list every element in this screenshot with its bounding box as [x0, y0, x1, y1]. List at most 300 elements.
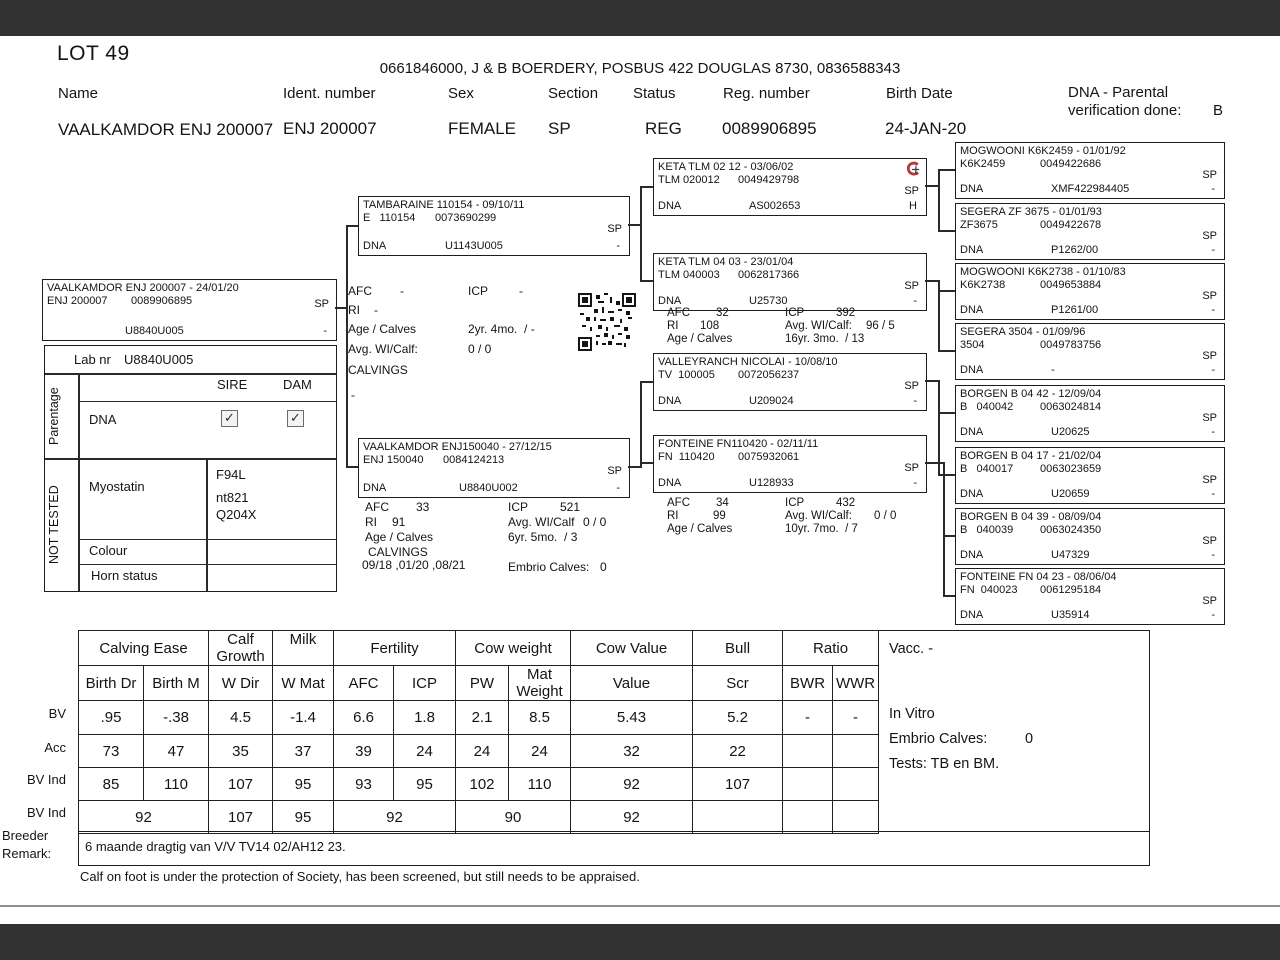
society-footnote: Calf on foot is under the protection of Society, has been screened, but still needs to be appraised.: [80, 869, 640, 884]
pedigree-box-g4-6: [955, 447, 1225, 504]
animal-id: ZF3675: [960, 219, 998, 231]
bvind-cell: 110: [509, 768, 571, 801]
animal-reg: 0075932061: [738, 451, 800, 463]
sex-label: Sex: [448, 85, 474, 102]
status-mark: -: [913, 395, 917, 407]
col-mat-weight: Mat Weight: [509, 666, 571, 701]
col-afc: AFC: [334, 666, 394, 701]
col-value: Value: [571, 666, 693, 701]
name-label: Name: [58, 85, 99, 102]
col-scr: Scr: [693, 666, 783, 701]
animal-reg: 0061295184: [1040, 584, 1102, 596]
dna-verification-value: B: [1213, 102, 1224, 119]
afc-value: -: [400, 284, 404, 298]
bvind-cell: 95: [273, 768, 334, 801]
ri-label: RI: [365, 515, 377, 529]
animal-title: MOGWOONI K6K2459 - 01/01/92: [960, 145, 1126, 157]
bvind-group-cell: [783, 801, 833, 834]
section-code: SP: [904, 462, 919, 474]
animal-id: E 110154: [363, 212, 416, 224]
animal-reg: 0063023659: [1040, 463, 1102, 475]
afc-value: 32: [716, 307, 729, 319]
bv-cell: -1.4: [273, 701, 334, 735]
bv-cell: 6.6: [334, 701, 394, 735]
acc-cell: 47: [144, 735, 209, 768]
pedigree-connector: [943, 462, 945, 597]
bvind-group-cell: 92: [79, 801, 209, 834]
bvind-group-cell: [693, 801, 783, 834]
breeder-contact-line: 0661846000, J & B BOERDERY, POSBUS 422 DOUGLAS 8730, 0836588343: [379, 60, 901, 77]
pedigree-box-dam-dam: [653, 435, 927, 493]
animal-title: SEGERA 3504 - 01/09/96: [960, 326, 1086, 338]
dna-label: DNA: [658, 395, 682, 407]
pedigree-connector: [346, 225, 358, 227]
age-calves-label: Age / Calves: [348, 322, 417, 336]
pedigree-box-sire-sire: [653, 158, 927, 216]
pedigree-connector: [938, 474, 955, 476]
dna-label: DNA: [960, 549, 984, 561]
dna-lab-number: XMF422984405: [1051, 183, 1130, 195]
animal-id: 3504: [960, 339, 985, 351]
pedigree-box-dam-sire: [653, 353, 927, 411]
age-calves-value: 16yr. 3mo. / 13: [785, 333, 865, 345]
avg-wi-value: 0 / 0: [468, 342, 492, 356]
dna-label: DNA: [960, 426, 984, 438]
row-label-bvind-1: BV Ind: [26, 772, 66, 787]
breeder-remark-box: [78, 831, 1150, 866]
section-code: SP: [904, 380, 919, 392]
pedigree-connector: [640, 186, 653, 188]
animal-reg: 0072056237: [738, 369, 800, 381]
group-calf-growth: Calf Growth: [209, 631, 273, 666]
status-mark: -: [1211, 609, 1215, 621]
bvind-cell: [833, 768, 879, 801]
section-code: SP: [607, 465, 622, 477]
lab-parentage-table: [44, 345, 337, 592]
dna-verification-label-1: DNA - Parental: [1068, 84, 1169, 101]
animal-reg: 0049422686: [1040, 158, 1102, 170]
ebv-subheader-row: [79, 666, 879, 701]
dna-label: DNA: [960, 304, 984, 316]
animal-id: TLM 020012: [658, 174, 720, 186]
status-label: Status: [633, 85, 676, 102]
vaccination-panel: [878, 630, 1150, 832]
afc-label: AFC: [365, 500, 389, 514]
col-birth-dr: Birth Dr: [79, 666, 144, 701]
pedigree-connector: [346, 466, 358, 468]
lot-number: LOT 49: [57, 42, 130, 65]
animal-id: B 040017: [960, 463, 1014, 475]
breeder-remark-label-1: Breeder: [2, 828, 49, 843]
animal-name-value: VAALKAMDOR ENJ 200007: [58, 120, 274, 139]
ri-value: -: [374, 303, 378, 317]
pedigree-box-dam: [358, 438, 630, 498]
ebv-group-header-row: [79, 631, 879, 666]
group-cow-value: Cow Value: [571, 631, 693, 666]
icp-label: ICP: [785, 307, 805, 319]
myostatin-value-3: Q204X: [216, 507, 257, 522]
bv-cell: 4.5: [209, 701, 273, 735]
animal-reg: 0084124213: [443, 454, 505, 466]
animal-reg: 0063024350: [1040, 524, 1102, 536]
ebv-bvind-group-row: [79, 801, 879, 834]
animal-reg: 0062817366: [738, 269, 800, 281]
col-birth-m: Birth M: [144, 666, 209, 701]
status-mark: H: [909, 200, 917, 212]
breeder-remark-text: 6 maande dragtig van V/V TV14 02/AH12 23.: [85, 839, 346, 854]
dna-lab-number: U128933: [749, 477, 794, 489]
embrio-calves-value: 0: [1025, 731, 1034, 747]
birth-date-value: 24-JAN-20: [885, 119, 967, 138]
status-mark: -: [616, 482, 620, 494]
bvind-group-cell: 92: [571, 801, 693, 834]
breed-society-logo-icon: [905, 161, 922, 177]
acc-cell: 24: [456, 735, 509, 768]
dna-lab-number: U8840U005: [125, 325, 184, 337]
animal-title: SEGERA ZF 3675 - 01/01/93: [960, 206, 1102, 218]
bvind-group-cell: 92: [334, 801, 456, 834]
section-code: SP: [1202, 230, 1217, 242]
pedigree-box-g4-3: [955, 263, 1225, 320]
pedigree-connector: [925, 280, 939, 282]
animal-id: TV 100005: [658, 369, 715, 381]
dna-row-label: DNA: [89, 412, 117, 427]
sire-column-label: SIRE: [217, 377, 248, 392]
section-code: SP: [904, 280, 919, 292]
acc-cell: 24: [394, 735, 456, 768]
reg-number-value: 0089906895: [722, 119, 817, 138]
group-cow-weight: Cow weight: [456, 631, 571, 666]
animal-reg: 0063024814: [1040, 401, 1102, 413]
icp-label: ICP: [468, 284, 489, 298]
animal-id: TLM 040003: [658, 269, 720, 281]
embrio-calves-value: 0: [600, 560, 607, 574]
age-calves-label: Age / Calves: [667, 333, 733, 345]
status-mark: -: [1211, 549, 1215, 561]
section-code: SP: [1202, 290, 1217, 302]
dna-label: DNA: [363, 482, 387, 494]
acc-cell: 35: [209, 735, 273, 768]
bvind-group-cell: [833, 801, 879, 834]
ident-value: ENJ 200007: [283, 119, 377, 138]
group-ratio: Ratio: [783, 631, 879, 666]
pedigree-connector: [938, 350, 955, 352]
animal-title: VALLEYRANCH NICOLAI - 10/08/10: [658, 356, 838, 368]
animal-title: VAALKAMDOR ENJ 200007 - 24/01/20: [47, 282, 239, 294]
ri-label: RI: [667, 320, 679, 332]
status-mark: -: [1211, 364, 1215, 376]
birth-date-label: Birth Date: [886, 85, 953, 102]
pedigree-connector: [938, 169, 940, 231]
bv-cell: -: [833, 701, 879, 735]
status-mark: -: [913, 295, 917, 307]
ri-value: 91: [392, 515, 406, 529]
status-mark: -: [1211, 488, 1215, 500]
animal-reg: 0089906895: [131, 295, 193, 307]
section-code: SP: [314, 298, 329, 310]
acc-cell: 32: [571, 735, 693, 768]
status-mark: -: [1211, 183, 1215, 195]
animal-title: FONTEINE FN110420 - 02/11/11: [658, 438, 819, 450]
pedigree-box-g4-8: [955, 568, 1225, 625]
pedigree-connector: [925, 380, 939, 382]
dna-lab-number: U1143U005: [445, 240, 503, 252]
avg-wi-value: 96 / 5: [866, 320, 895, 332]
pedigree-connector: [640, 381, 653, 383]
animal-reg: 0049429798: [738, 174, 800, 186]
bvind-cell: 110: [144, 768, 209, 801]
dna-label: DNA: [658, 477, 682, 489]
group-bull: Bull: [693, 631, 783, 666]
col-pw: PW: [456, 666, 509, 701]
avg-wi-value: 0 / 0: [583, 515, 607, 529]
breeder-remark-label-2: Remark:: [2, 846, 52, 861]
bv-cell: 2.1: [456, 701, 509, 735]
pedigree-box-g4-7: [955, 508, 1225, 565]
dam-column-label: DAM: [283, 377, 312, 392]
bv-cell: 5.43: [571, 701, 693, 735]
pedigree-box-g4-1: [955, 142, 1225, 199]
animal-id: K6K2738: [960, 279, 1006, 291]
dna-label: DNA: [960, 244, 984, 256]
acc-cell: 39: [334, 735, 394, 768]
bvind-group-cell: 90: [456, 801, 571, 834]
bvind-cell: [783, 768, 833, 801]
section-code: SP: [904, 185, 919, 197]
dna-label: DNA: [960, 609, 984, 621]
horn-status-label: Horn status: [91, 568, 158, 583]
dna-label: DNA: [363, 240, 387, 252]
dna-lab-number: P1262/00: [1051, 244, 1099, 256]
animal-reg: 0049653884: [1040, 279, 1102, 291]
icp-value: -: [519, 284, 523, 298]
pedigree-box-subject: [42, 279, 337, 341]
avg-wi-label: Avg. WI/Calf:: [785, 320, 852, 332]
animal-id: B 040042: [960, 401, 1014, 413]
pedigree-connector: [943, 535, 955, 537]
row-label-bvind-2: BV Ind: [26, 805, 66, 820]
col-wwr: WWR: [833, 666, 879, 701]
dam-dna-checkbox: ✓: [287, 410, 304, 427]
parentage-section-label: Parentage: [47, 387, 61, 445]
ebv-acc-row: [79, 735, 879, 768]
dna-label: DNA: [960, 364, 984, 376]
bvind-cell: 102: [456, 768, 509, 801]
dna-lab-number: U47329: [1051, 549, 1090, 561]
avg-wi-label: Avg. WI/Calf:: [785, 510, 852, 522]
footer-divider-line: [0, 905, 1280, 907]
status-value: REG: [645, 119, 682, 138]
animal-id: K6K2459: [960, 158, 1006, 170]
row-label-acc: Acc: [44, 740, 66, 755]
bv-cell: .95: [79, 701, 144, 735]
section-code: SP: [1202, 535, 1217, 547]
bv-cell: 1.8: [394, 701, 456, 735]
avg-wi-value: 0 / 0: [874, 510, 897, 522]
myostatin-value-1: F94L: [216, 467, 246, 482]
calvings-value: -: [351, 388, 355, 402]
colour-label: Colour: [89, 543, 128, 558]
dna-lab-number: P1261/00: [1051, 304, 1099, 316]
ebv-bvind-row: [79, 768, 879, 801]
ebv-table: [78, 630, 879, 834]
dna-label: DNA: [658, 295, 682, 307]
bv-cell: 8.5: [509, 701, 571, 735]
bottom-dark-bar: [0, 924, 1280, 960]
section-code: SP: [1202, 169, 1217, 181]
status-mark: -: [616, 240, 620, 252]
bv-cell: -: [783, 701, 833, 735]
col-icp: ICP: [394, 666, 456, 701]
ri-value: 108: [700, 320, 720, 332]
section-code: SP: [1202, 474, 1217, 486]
not-tested-section-label: NOT TESTED: [47, 485, 61, 565]
lab-nr-label: Lab nr: [74, 352, 111, 367]
bvind-cell: 85: [79, 768, 144, 801]
pedigree-connector: [943, 595, 955, 597]
qr-code: [578, 293, 636, 351]
avg-wi-label: Avg. WI/Calf:: [348, 342, 418, 356]
bvind-cell: 95: [394, 768, 456, 801]
animal-id: ENJ 200007: [47, 295, 108, 307]
dna-lab-number: U25730: [749, 295, 788, 307]
acc-cell: [833, 735, 879, 768]
status-mark: -: [323, 325, 327, 337]
col-w-mat: W Mat: [273, 666, 334, 701]
afc-label: AFC: [667, 497, 690, 509]
col-w-dir: W Dir: [209, 666, 273, 701]
icp-label: ICP: [508, 500, 529, 514]
bvind-cell: 93: [334, 768, 394, 801]
embrio-calves-label: Embrio Calves:: [889, 731, 988, 747]
section-code: SP: [1202, 412, 1217, 424]
bvind-cell: 107: [693, 768, 783, 801]
bvind-group-cell: 107: [209, 801, 273, 834]
section-code: SP: [607, 223, 622, 235]
animal-id: B 040039: [960, 524, 1014, 536]
status-mark: -: [1211, 244, 1215, 256]
pedigree-box-sire: [358, 196, 630, 256]
dna-verification-label-2: verification done:: [1068, 102, 1182, 119]
dna-label: DNA: [658, 200, 682, 212]
ebv-bv-row: [79, 701, 879, 735]
animal-title: MOGWOONI K6K2738 - 01/10/83: [960, 266, 1126, 278]
afc-label: AFC: [348, 284, 372, 298]
animal-title: BORGEN B 04 39 - 08/09/04: [960, 511, 1102, 523]
ident-label: Ident. number: [283, 85, 376, 102]
dna-lab-number: U8840U002: [459, 482, 518, 494]
bvind-cell: 107: [209, 768, 273, 801]
calvings-label: CALVINGS: [368, 545, 428, 559]
in-vitro-text: In Vitro: [889, 706, 935, 722]
ri-label: RI: [348, 303, 360, 317]
animal-reg: 0049783756: [1040, 339, 1102, 351]
pedigree-connector: [938, 412, 955, 414]
sire-dna-checkbox: ✓: [221, 410, 238, 427]
pedigree-box-g4-2: [955, 203, 1225, 260]
age-calves-label: Age / Calves: [365, 530, 434, 544]
animal-title: TAMBARAINE 110154 - 09/10/11: [363, 199, 525, 211]
vacc-text: Vacc. -: [889, 641, 934, 657]
animal-title: KETA TLM 04 03 - 23/01/04: [658, 256, 794, 268]
myostatin-value-2: nt821: [216, 490, 249, 505]
pedigree-connector: [640, 381, 642, 468]
animal-title: FONTEINE FN 04 23 - 08/06/04: [960, 571, 1117, 583]
section-code: SP: [1202, 350, 1217, 362]
icp-value: 521: [560, 500, 581, 514]
animal-title: KETA TLM 02 12 - 03/06/02: [658, 161, 794, 173]
icp-value: 392: [836, 307, 856, 319]
section-value: SP: [548, 119, 571, 138]
dna-lab-number: AS002653: [749, 200, 801, 212]
pedigree-connector: [938, 169, 955, 171]
acc-cell: [783, 735, 833, 768]
animal-reg: 0049422678: [1040, 219, 1102, 231]
pedigree-box-g4-5: [955, 385, 1225, 442]
pedigree-connector: [925, 185, 939, 187]
afc-value: 34: [716, 497, 729, 509]
icp-value: 432: [836, 497, 856, 509]
row-label-bv: BV: [48, 706, 66, 721]
embrio-calves-label: Embrio Calves:: [508, 560, 590, 574]
pedigree-connector: [640, 462, 653, 464]
bv-cell: -.38: [144, 701, 209, 735]
bvind-group-cell: 95: [273, 801, 334, 834]
top-dark-bar: [0, 0, 1280, 36]
animal-reg: 0073690299: [435, 212, 497, 224]
pedigree-connector: [640, 186, 642, 282]
dna-lab-number: U209024: [749, 395, 794, 407]
tests-text: Tests: TB en BM.: [889, 756, 1000, 772]
lab-nr-value: U8840U005: [124, 352, 194, 367]
acc-cell: 37: [273, 735, 334, 768]
animal-title: VAALKAMDOR ENJ150040 - 27/12/15: [363, 441, 552, 453]
group-calving-ease: Calving Ease: [79, 631, 209, 666]
section-code: SP: [1202, 595, 1217, 607]
group-fertility: Fertility: [334, 631, 456, 666]
ri-value: 99: [713, 510, 726, 522]
status-mark: -: [913, 477, 917, 489]
dna-label: DNA: [960, 488, 984, 500]
dna-label: DNA: [960, 183, 984, 195]
pedigree-connector: [925, 462, 944, 464]
pedigree-connector: [938, 230, 955, 232]
reg-number-label: Reg. number: [723, 85, 810, 102]
status-mark: -: [1211, 426, 1215, 438]
dna-lab-number: U35914: [1051, 609, 1090, 621]
age-calves-value: 10yr. 7mo. / 7: [785, 523, 858, 535]
icp-label: ICP: [785, 497, 805, 509]
bv-cell: 5.2: [693, 701, 783, 735]
pedigree-box-sire-dam: [653, 253, 927, 311]
pedigree-connector: [938, 290, 955, 292]
calvings-label: CALVINGS: [348, 363, 408, 377]
acc-cell: 22: [693, 735, 783, 768]
calvings-value: 09/18 ,01/20 ,08/21: [362, 558, 466, 572]
avg-wi-label: Avg. WI/Calf: [508, 515, 575, 529]
animal-id: FN 110420: [658, 451, 715, 463]
status-mark: -: [1211, 304, 1215, 316]
acc-cell: 24: [509, 735, 571, 768]
pedigree-box-g4-4: [955, 323, 1225, 380]
age-calves-value: 2yr. 4mo. / -: [468, 322, 535, 336]
afc-value: 33: [416, 500, 430, 514]
dna-lab-number: -: [1051, 364, 1055, 376]
afc-label: AFC: [667, 307, 690, 319]
age-calves-label: Age / Calves: [667, 523, 733, 535]
sex-value: FEMALE: [448, 119, 517, 138]
section-label: Section: [548, 85, 599, 102]
